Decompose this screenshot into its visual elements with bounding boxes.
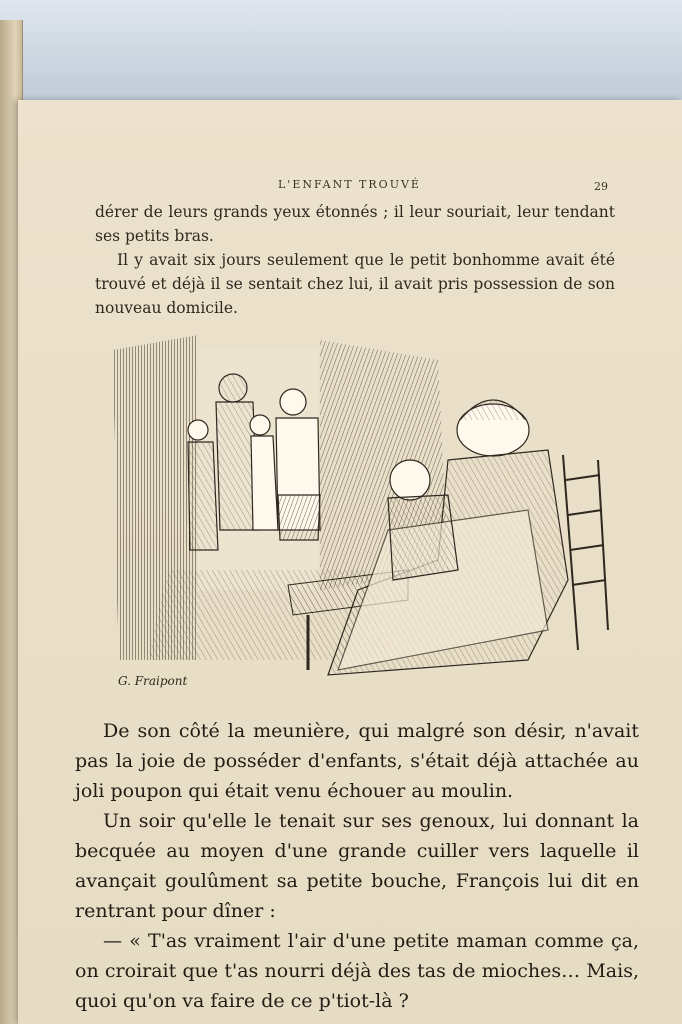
paragraph: Un soir qu'elle le tenait sur ses genoux, lui donnant la becquée au moyen d'une grande cuiller vers laquelle il avançait goulûment sa petite bouche, François lui dit en rentrant pour dîner : bbox=[75, 810, 639, 922]
chair-figure bbox=[563, 455, 608, 650]
paragraph: Il y avait six jours seulement que le petit bonhomme avait été trouvé et déjà il se sentait chez lui, il avait pris possession de son nouveau domicile. bbox=[95, 251, 615, 317]
artist-signature: G. Fraipont bbox=[118, 674, 188, 688]
page-number: 29 bbox=[594, 180, 608, 193]
paragraph: De son côté la meunière, qui malgré son désir, n'avait pas la joie de posséder d'enfants, s'était déjà attachée au joli poupon qui était venu échouer au moulin. bbox=[75, 720, 639, 802]
paragraph: — « T'as vraiment l'air d'une petite maman comme ça, on croirait que t'as nourri déjà des tas de mioches… Mais, quoi qu'on va faire de ce p'tiot-là ? bbox=[75, 930, 639, 1012]
engraving-illustration bbox=[108, 330, 618, 700]
paragraph: dérer de leurs grands yeux étonnés ; il leur souriait, leur tendant ses petits bras. bbox=[95, 203, 615, 245]
top-text-block bbox=[95, 200, 615, 320]
bottom-text-block bbox=[75, 716, 639, 1016]
page-header bbox=[0, 178, 682, 198]
running-title: L'ENFANT TROUVÉ bbox=[278, 178, 421, 191]
